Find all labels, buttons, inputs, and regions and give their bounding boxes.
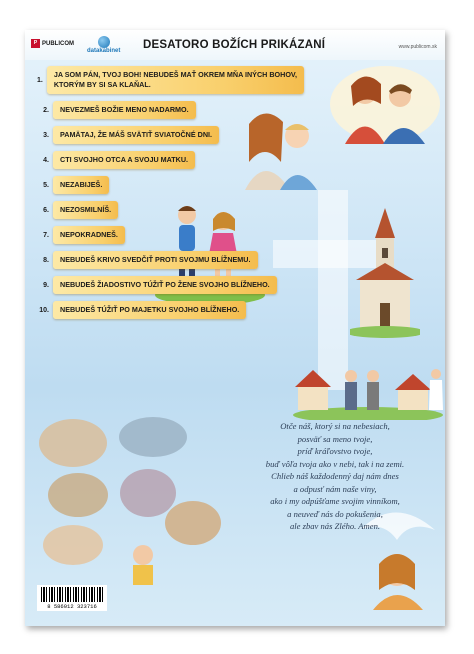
commandment-number: 3. <box>43 131 49 139</box>
commandment-9 <box>37 276 297 294</box>
commandment-line: KTORÝM BY SI SA KLAŇAL. <box>53 80 151 89</box>
prayer-line: a odpusť nám naše viny, <box>293 483 377 494</box>
commandment-text: NEZABIJEŠ. <box>53 176 109 194</box>
prayer-line: ale zbav nás Zlého. Amen. <box>289 521 381 531</box>
commandment-text: NEPOKRADNEŠ. <box>53 226 125 244</box>
poster <box>25 30 445 626</box>
commandment-10 <box>37 301 297 319</box>
vignette-illustrations <box>33 415 238 585</box>
commandment-number: 10. <box>39 306 49 314</box>
prayer-line: buď vôľa tvoja ako v nebi, tak i na zemi. <box>265 458 405 469</box>
commandment-text: NEBUDEŠ KRIVO SVEDČIŤ PROTI SVOJMU BLÍŽNEMU. <box>53 251 258 269</box>
commandment-number: 5. <box>43 181 49 189</box>
commandment-3 <box>37 126 297 144</box>
commandment-number: 8. <box>43 256 49 264</box>
page-title: DESATORO BOŽÍCH PRIKÁZANÍ <box>143 39 326 51</box>
website-text: www.publicom.sk <box>398 44 437 50</box>
commandment-number: 6. <box>43 206 49 214</box>
commandment-number: 9. <box>43 281 49 289</box>
prayer-line: posväť sa meno tvoje, <box>297 433 373 444</box>
commandment-2 <box>37 101 297 119</box>
commandment-6 <box>37 201 297 219</box>
prayer-line: príď kráľovstvo tvoje, <box>297 446 373 456</box>
praying-people-illustration <box>325 64 440 144</box>
commandment-text: CTI SVOJHO OTCA A SVOJU MATKU. <box>53 151 195 169</box>
commandment-text: NEVEZMEŠ BOŽIE MENO NADARMO. <box>53 101 196 119</box>
commandment-text <box>47 66 304 94</box>
barcode-lines <box>41 587 103 602</box>
commandment-5 <box>37 176 297 194</box>
prayer-line: Otče náš, ktorý si na nebesiach, <box>280 421 390 431</box>
datakabinet-logo-text: datakabinet <box>87 48 121 54</box>
commandment-text: NEZOSMILNÍŠ. <box>53 201 118 219</box>
publicom-logo-text: PUBLICOM <box>42 40 74 47</box>
poster-header <box>25 30 445 60</box>
church-illustration <box>350 208 420 338</box>
datakabinet-logo <box>87 36 120 54</box>
commandment-text: NEBUDEŠ ŽIADOSTIVO TÚŽIŤ PO ŽENE SVOJHO BLÍŽNEHO. <box>53 276 277 294</box>
prayer-line: a neuveď nás do pokušenia, <box>287 508 383 519</box>
commandment-number: 7. <box>43 231 49 239</box>
commandment-line: JA SOM PÁN, TVOJ BOH! NEBUDEŠ MAŤ OKREM MŇA INÝCH BOHOV, <box>53 70 298 79</box>
publicom-logo <box>31 39 74 48</box>
commandment-1 <box>37 66 297 94</box>
prayer-line: ako i my odpúšťame svojim vinníkom, <box>270 496 400 506</box>
neighbors-illustration <box>293 360 443 420</box>
commandment-number: 4. <box>43 156 49 164</box>
datakabinet-logo-icon <box>98 36 110 48</box>
commandments-list <box>37 66 297 326</box>
prayer-line: Chlieb náš každodenný daj nám dnes <box>271 471 399 481</box>
commandment-number: 1. <box>37 76 43 84</box>
lords-prayer <box>235 420 435 533</box>
commandment-4 <box>37 151 297 169</box>
publicom-logo-mark: P <box>31 39 40 48</box>
barcode-digits: 8 586012 323716 <box>47 603 97 610</box>
commandment-7 <box>37 226 297 244</box>
commandment-number: 2. <box>43 106 49 114</box>
barcode <box>37 585 107 611</box>
commandment-text: NEBUDEŠ TÚŽIŤ PO MAJETKU SVOJHO BLÍŽNEHO. <box>53 301 246 319</box>
commandment-text: PAMÄTAJ, ŽE MÁŠ SVÄTIŤ SVIATOČNÉ DNI. <box>53 126 219 144</box>
commandment-8 <box>37 251 297 269</box>
